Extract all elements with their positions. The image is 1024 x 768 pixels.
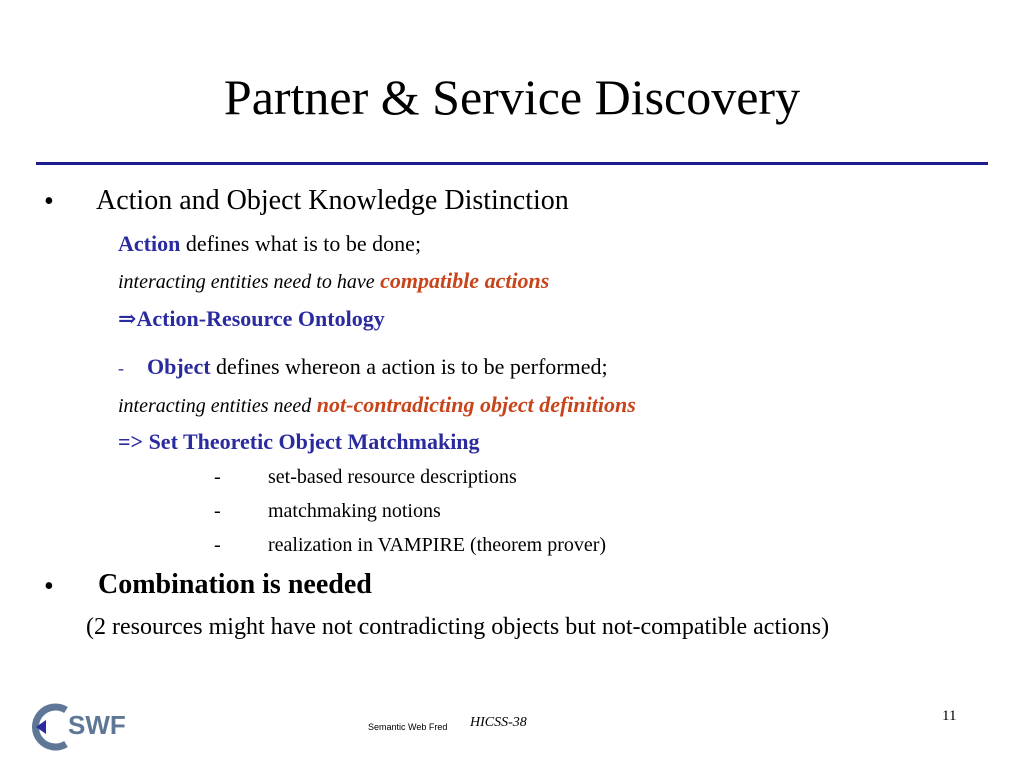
bullet-action-object: Action and Object Knowledge Distinction (96, 185, 569, 216)
combination-note: (2 resources might have not contradicting objects but not-compatible actions) (86, 614, 830, 640)
action-definition: defines what is to be done; (185, 231, 422, 256)
object-note-line (118, 391, 636, 420)
action-note: interacting entities need to have (118, 271, 375, 293)
object-term: Object (147, 354, 211, 379)
footer-center-text: Semantic Web Fred (368, 722, 448, 732)
sub-item-1: set-based resource descriptions (268, 466, 517, 488)
action-term: Action (118, 231, 181, 256)
sub-item-dash-2: - (214, 500, 221, 522)
bullet-marker-1: • (44, 186, 54, 217)
swf-logo-text: SWF (68, 710, 126, 740)
sub-item-3: realization in VAMPIRE (theorem prover) (268, 534, 607, 556)
action-line (118, 230, 421, 258)
action-ontology: Action-Resource Ontology (136, 306, 385, 331)
title-divider (36, 162, 988, 165)
object-line (118, 353, 608, 382)
action-ontology-line (118, 305, 385, 333)
bullet-marker-2: • (44, 571, 54, 602)
swf-logo-icon (30, 702, 72, 752)
object-result: => Set Theoretic Object Matchmaking (118, 429, 480, 454)
action-highlight: compatible actions (380, 268, 550, 293)
slide-title: Partner & Service Discovery (223, 69, 801, 125)
sub-item-2: matchmaking notions (268, 500, 441, 522)
page-number: 11 (942, 708, 957, 724)
object-definition: defines whereon a action is to be performed; (216, 354, 608, 379)
sub-item-dash-1: - (214, 466, 221, 488)
object-dash: - (118, 358, 124, 378)
implies-arrow: ⇒ (118, 306, 137, 331)
object-highlight: not-contradicting object definitions (316, 392, 636, 417)
footer-conference: HICSS-38 (470, 715, 527, 730)
swf-logo (30, 702, 140, 752)
object-note: interacting entities need (118, 395, 312, 417)
sub-item-dash-3: - (214, 534, 221, 556)
action-note-line (118, 267, 549, 296)
bullet-combination: Combination is needed (98, 569, 372, 600)
